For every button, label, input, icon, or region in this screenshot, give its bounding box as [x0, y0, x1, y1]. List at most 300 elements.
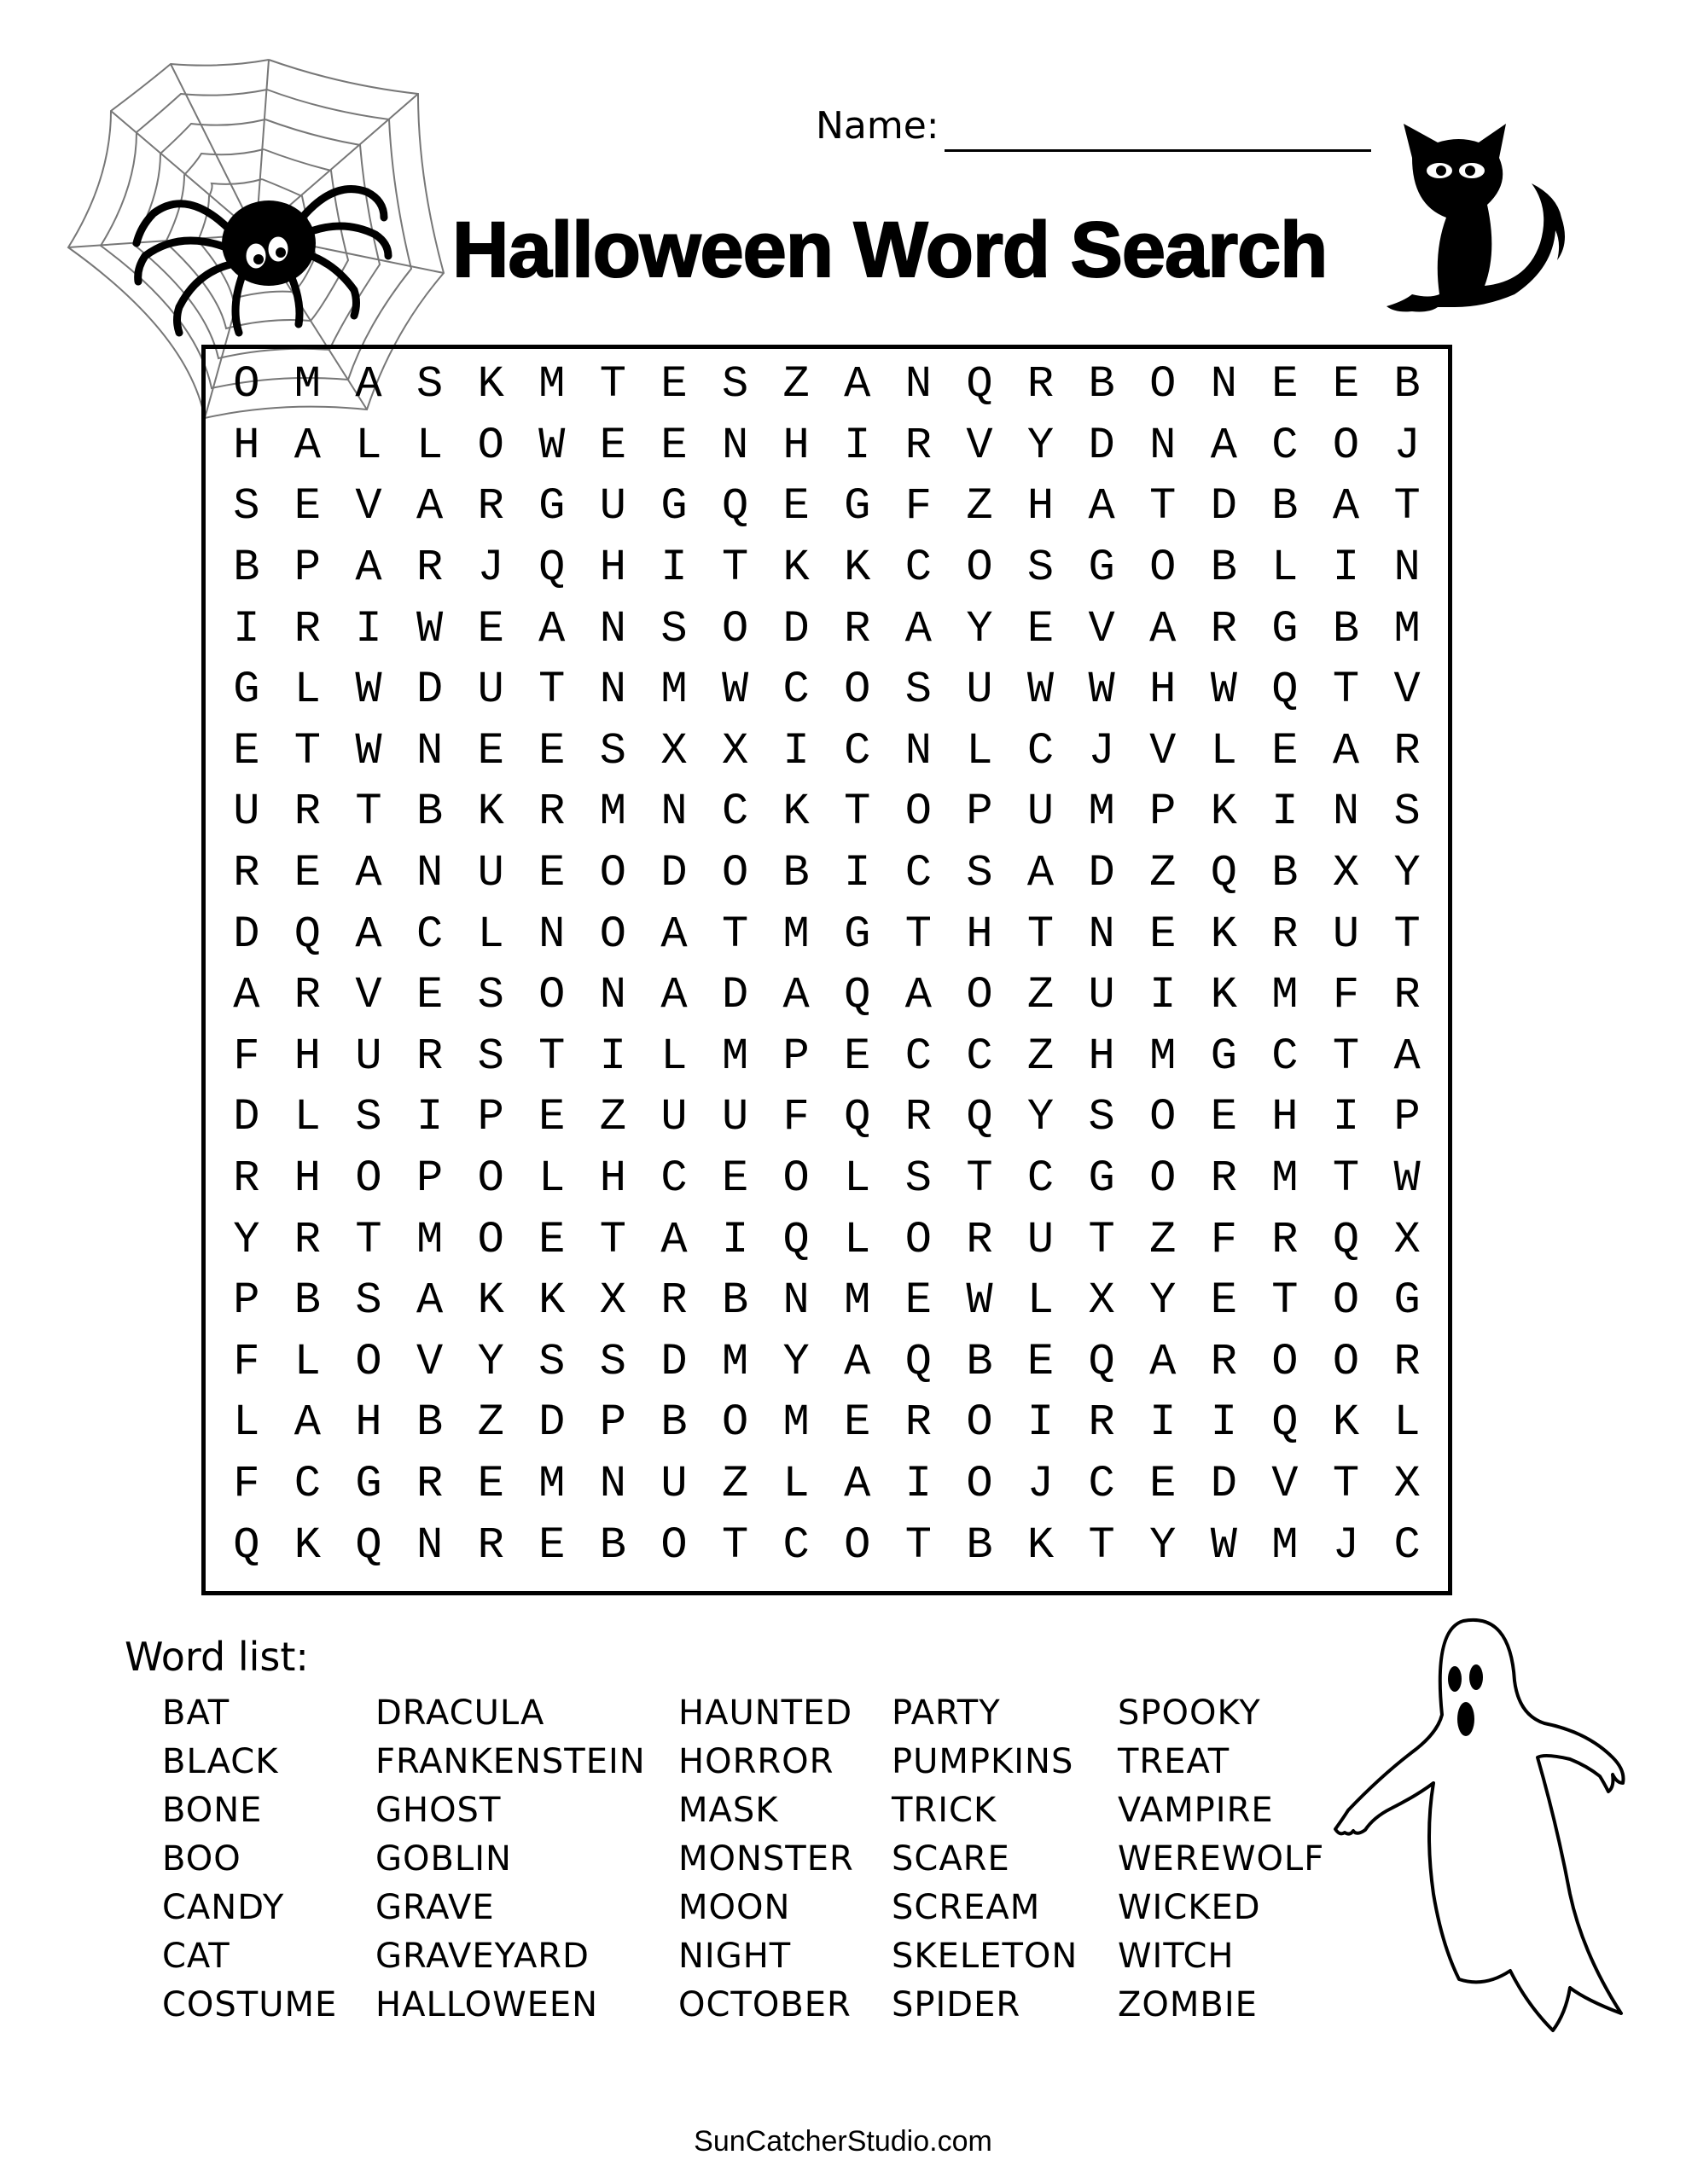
grid-letter[interactable]: B [966, 1519, 993, 1571]
grid-letter[interactable]: H [294, 1031, 321, 1082]
grid-letter[interactable]: W [355, 665, 382, 716]
grid-letter[interactable]: V [1149, 725, 1177, 776]
grid-letter[interactable]: E [416, 970, 444, 1021]
grid-letter[interactable]: O [477, 1214, 504, 1265]
grid-letter[interactable]: F [1332, 970, 1360, 1021]
grid-letter[interactable]: X [1088, 1275, 1115, 1327]
grid-letter[interactable]: D [660, 1336, 688, 1387]
grid-letter[interactable]: N [599, 970, 626, 1021]
grid-letter[interactable]: A [355, 848, 382, 899]
grid-letter[interactable]: E [294, 481, 321, 532]
grid-letter[interactable]: V [1271, 1458, 1299, 1509]
grid-letter[interactable]: F [782, 1092, 810, 1143]
grid-letter[interactable]: X [721, 725, 749, 776]
grid-letter[interactable]: O [1271, 1336, 1299, 1387]
grid-letter[interactable]: W [355, 725, 382, 776]
grid-letter[interactable]: Q [966, 359, 993, 410]
grid-letter[interactable]: H [355, 1397, 382, 1449]
grid-letter[interactable]: O [844, 665, 871, 716]
grid-letter[interactable]: N [416, 1519, 444, 1571]
grid-letter[interactable]: H [233, 420, 260, 471]
grid-letter[interactable]: O [477, 1153, 504, 1205]
grid-letter[interactable]: E [782, 481, 810, 532]
grid-letter[interactable]: X [1393, 1458, 1421, 1509]
grid-letter[interactable]: O [721, 1397, 749, 1449]
grid-letter[interactable]: B [1393, 359, 1421, 410]
grid-letter[interactable]: X [599, 1275, 626, 1327]
grid-letter[interactable]: S [1088, 1092, 1115, 1143]
grid-letter[interactable]: E [844, 1031, 871, 1082]
grid-letter[interactable]: I [1149, 1397, 1177, 1449]
grid-letter[interactable]: L [416, 420, 444, 471]
grid-letter[interactable]: S [599, 725, 626, 776]
grid-letter[interactable]: O [599, 848, 626, 899]
grid-letter[interactable]: T [721, 1519, 749, 1571]
grid-letter[interactable]: L [660, 1031, 688, 1082]
grid-letter[interactable]: R [416, 1031, 444, 1082]
grid-letter[interactable]: F [1210, 1214, 1237, 1265]
grid-letter[interactable]: G [1088, 543, 1115, 594]
grid-letter[interactable]: O [904, 787, 932, 838]
grid-letter[interactable]: W [1210, 1519, 1237, 1571]
grid-letter[interactable]: U [1026, 787, 1055, 838]
grid-letter[interactable]: G [1088, 1153, 1115, 1205]
grid-letter[interactable]: W [1088, 665, 1115, 716]
grid-letter[interactable]: I [660, 543, 688, 594]
grid-letter[interactable]: E [477, 1458, 504, 1509]
grid-letter[interactable]: Q [1271, 665, 1299, 716]
grid-letter[interactable]: T [844, 787, 871, 838]
grid-letter[interactable]: B [416, 1397, 444, 1449]
grid-letter[interactable]: E [1026, 1336, 1055, 1387]
grid-letter[interactable]: U [477, 665, 504, 716]
grid-letter[interactable]: O [660, 1519, 688, 1571]
grid-letter[interactable]: T [538, 1031, 566, 1082]
grid-letter[interactable]: O [1149, 1153, 1177, 1205]
grid-letter[interactable]: N [538, 909, 566, 960]
grid-letter[interactable]: A [233, 970, 260, 1021]
grid-letter[interactable]: I [721, 1214, 749, 1265]
grid-letter[interactable]: M [599, 787, 626, 838]
grid-letter[interactable]: Q [233, 1519, 260, 1571]
grid-letter[interactable]: E [660, 359, 688, 410]
grid-letter[interactable]: C [1271, 1031, 1299, 1082]
grid-letter[interactable]: Q [844, 1092, 871, 1143]
grid-letter[interactable]: M [1393, 603, 1421, 654]
grid-letter[interactable]: O [1332, 1336, 1360, 1387]
grid-letter[interactable]: R [1393, 725, 1421, 776]
grid-letter[interactable]: N [782, 1275, 810, 1327]
grid-letter[interactable]: R [538, 787, 566, 838]
grid-letter[interactable]: D [660, 848, 688, 899]
grid-letter[interactable]: Y [477, 1336, 504, 1387]
grid-letter[interactable]: H [294, 1153, 321, 1205]
grid-letter[interactable]: K [477, 1275, 504, 1327]
grid-letter[interactable]: M [538, 1458, 566, 1509]
grid-letter[interactable]: D [1088, 420, 1115, 471]
grid-letter[interactable]: V [355, 481, 382, 532]
grid-letter[interactable]: Z [599, 1092, 626, 1143]
grid-letter[interactable]: P [966, 787, 993, 838]
grid-letter[interactable]: T [1149, 481, 1177, 532]
grid-letter[interactable]: T [721, 909, 749, 960]
grid-letter[interactable]: I [355, 603, 382, 654]
grid-letter[interactable]: A [844, 1458, 871, 1509]
grid-letter[interactable]: T [1332, 1031, 1360, 1082]
grid-letter[interactable]: Q [294, 909, 321, 960]
grid-letter[interactable]: L [294, 665, 321, 716]
grid-letter[interactable]: G [1210, 1031, 1237, 1082]
grid-letter[interactable]: N [904, 725, 932, 776]
grid-letter[interactable]: D [1088, 848, 1115, 899]
grid-letter[interactable]: C [844, 725, 871, 776]
grid-letter[interactable]: N [416, 725, 444, 776]
grid-letter[interactable]: H [1088, 1031, 1115, 1082]
grid-letter[interactable]: T [1393, 909, 1421, 960]
grid-letter[interactable]: N [1088, 909, 1115, 960]
grid-letter[interactable]: C [1088, 1458, 1115, 1509]
grid-letter[interactable]: O [966, 543, 993, 594]
grid-letter[interactable]: N [1210, 359, 1237, 410]
grid-letter[interactable]: U [1026, 1214, 1055, 1265]
grid-letter[interactable]: E [477, 603, 504, 654]
grid-letter[interactable]: A [1332, 725, 1360, 776]
grid-letter[interactable]: M [294, 359, 321, 410]
grid-letter[interactable]: R [1210, 603, 1237, 654]
grid-letter[interactable]: O [1149, 543, 1177, 594]
grid-letter[interactable]: A [416, 1275, 444, 1327]
grid-letter[interactable]: E [538, 725, 566, 776]
grid-letter[interactable]: M [416, 1214, 444, 1265]
grid-letter[interactable]: M [782, 1397, 810, 1449]
grid-letter[interactable]: K [538, 1275, 566, 1327]
grid-letter[interactable]: L [782, 1458, 810, 1509]
grid-letter[interactable]: B [1271, 848, 1299, 899]
grid-letter[interactable]: S [599, 1336, 626, 1387]
grid-letter[interactable]: R [1271, 909, 1299, 960]
grid-letter[interactable]: I [416, 1092, 444, 1143]
grid-letter[interactable]: Q [1088, 1336, 1115, 1387]
grid-letter[interactable]: H [1026, 481, 1055, 532]
grid-letter[interactable]: X [1332, 848, 1360, 899]
grid-letter[interactable]: Y [1026, 1092, 1055, 1143]
grid-letter[interactable]: A [355, 909, 382, 960]
grid-letter[interactable]: L [844, 1153, 871, 1205]
grid-letter[interactable]: P [294, 543, 321, 594]
grid-letter[interactable]: P [477, 1092, 504, 1143]
grid-letter[interactable]: C [966, 1031, 993, 1082]
grid-letter[interactable]: B [721, 1275, 749, 1327]
grid-letter[interactable]: H [782, 420, 810, 471]
grid-letter[interactable]: R [233, 848, 260, 899]
grid-letter[interactable]: M [844, 1275, 871, 1327]
grid-letter[interactable]: L [294, 1336, 321, 1387]
grid-letter[interactable]: S [477, 1031, 504, 1082]
grid-letter[interactable]: O [355, 1153, 382, 1205]
grid-letter[interactable]: C [904, 1031, 932, 1082]
grid-letter[interactable]: R [660, 1275, 688, 1327]
grid-letter[interactable]: O [721, 848, 749, 899]
grid-letter[interactable]: L [1393, 1397, 1421, 1449]
grid-letter[interactable]: Q [966, 1092, 993, 1143]
grid-letter[interactable]: I [233, 603, 260, 654]
grid-letter[interactable]: R [294, 787, 321, 838]
grid-letter[interactable]: B [599, 1519, 626, 1571]
grid-letter[interactable]: D [1210, 1458, 1237, 1509]
grid-letter[interactable]: S [416, 359, 444, 410]
grid-letter[interactable]: A [1393, 1031, 1421, 1082]
grid-letter[interactable]: C [294, 1458, 321, 1509]
grid-letter[interactable]: E [660, 420, 688, 471]
grid-letter[interactable]: S [1026, 543, 1055, 594]
grid-letter[interactable]: G [1271, 603, 1299, 654]
grid-letter[interactable]: N [1149, 420, 1177, 471]
grid-letter[interactable]: T [294, 725, 321, 776]
grid-letter[interactable]: T [355, 1214, 382, 1265]
grid-letter[interactable]: D [538, 1397, 566, 1449]
grid-letter[interactable]: I [1271, 787, 1299, 838]
grid-letter[interactable]: C [1271, 420, 1299, 471]
grid-letter[interactable]: E [904, 1275, 932, 1327]
grid-letter[interactable]: L [1026, 1275, 1055, 1327]
grid-letter[interactable]: E [294, 848, 321, 899]
grid-letter[interactable]: Y [233, 1214, 260, 1265]
grid-letter[interactable]: R [233, 1153, 260, 1205]
grid-letter[interactable]: B [1271, 481, 1299, 532]
grid-letter[interactable]: R [904, 1092, 932, 1143]
grid-letter[interactable]: O [966, 1458, 993, 1509]
name-field[interactable] [816, 101, 1371, 152]
grid-letter[interactable]: K [844, 543, 871, 594]
grid-letter[interactable]: E [1210, 1092, 1237, 1143]
grid-letter[interactable]: R [1210, 1153, 1237, 1205]
grid-letter[interactable]: R [1026, 359, 1055, 410]
grid-letter[interactable]: Q [844, 970, 871, 1021]
grid-letter[interactable]: H [599, 543, 626, 594]
grid-letter[interactable]: A [844, 1336, 871, 1387]
grid-letter[interactable]: Z [477, 1397, 504, 1449]
grid-letter[interactable]: Y [1393, 848, 1421, 899]
grid-letter[interactable]: B [966, 1336, 993, 1387]
grid-letter[interactable]: C [721, 787, 749, 838]
grid-letter[interactable]: W [1210, 665, 1237, 716]
name-line[interactable] [945, 108, 1371, 152]
grid-letter[interactable]: B [1210, 543, 1237, 594]
grid-letter[interactable]: B [416, 787, 444, 838]
grid-letter[interactable]: Y [1149, 1275, 1177, 1327]
grid-letter[interactable]: F [233, 1458, 260, 1509]
grid-letter[interactable]: M [1149, 1031, 1177, 1082]
grid-letter[interactable]: E [538, 1214, 566, 1265]
grid-letter[interactable]: E [477, 725, 504, 776]
grid-letter[interactable]: A [294, 420, 321, 471]
grid-letter[interactable]: F [904, 481, 932, 532]
grid-letter[interactable]: K [1332, 1397, 1360, 1449]
grid-letter[interactable]: M [1271, 1519, 1299, 1571]
grid-letter[interactable]: H [966, 909, 993, 960]
grid-letter[interactable]: Q [721, 481, 749, 532]
grid-letter[interactable]: N [1393, 543, 1421, 594]
grid-letter[interactable]: L [966, 725, 993, 776]
grid-letter[interactable]: D [721, 970, 749, 1021]
grid-letter[interactable]: T [721, 543, 749, 594]
grid-letter[interactable]: Y [966, 603, 993, 654]
grid-letter[interactable]: Y [1149, 1519, 1177, 1571]
grid-letter[interactable]: A [355, 543, 382, 594]
grid-letter[interactable]: K [1210, 787, 1237, 838]
grid-letter[interactable]: U [1332, 909, 1360, 960]
grid-letter[interactable]: A [1149, 603, 1177, 654]
grid-letter[interactable]: C [1393, 1519, 1421, 1571]
grid-letter[interactable]: I [844, 848, 871, 899]
grid-letter[interactable]: Z [1026, 1031, 1055, 1082]
grid-letter[interactable]: Z [721, 1458, 749, 1509]
grid-letter[interactable]: K [477, 359, 504, 410]
grid-letter[interactable]: J [1026, 1458, 1055, 1509]
grid-letter[interactable]: O [966, 970, 993, 1021]
grid-letter[interactable]: S [355, 1092, 382, 1143]
grid-letter[interactable]: S [904, 665, 932, 716]
grid-letter[interactable]: O [599, 909, 626, 960]
grid-letter[interactable]: M [538, 359, 566, 410]
grid-letter[interactable]: Z [1149, 848, 1177, 899]
grid-letter[interactable]: C [782, 665, 810, 716]
grid-letter[interactable]: M [782, 909, 810, 960]
grid-letter[interactable]: T [1393, 481, 1421, 532]
grid-letter[interactable]: L [844, 1214, 871, 1265]
grid-letter[interactable]: T [599, 1214, 626, 1265]
grid-letter[interactable]: U [1088, 970, 1115, 1021]
grid-letter[interactable]: E [1210, 1275, 1237, 1327]
grid-letter[interactable]: O [966, 1397, 993, 1449]
grid-letter[interactable]: U [233, 787, 260, 838]
grid-letter[interactable]: R [294, 970, 321, 1021]
grid-letter[interactable]: W [966, 1275, 993, 1327]
grid-letter[interactable]: B [1088, 359, 1115, 410]
grid-letter[interactable]: A [416, 481, 444, 532]
grid-letter[interactable]: T [1026, 909, 1055, 960]
grid-letter[interactable]: A [1088, 481, 1115, 532]
grid-letter[interactable]: C [782, 1519, 810, 1571]
grid-letter[interactable]: A [660, 1214, 688, 1265]
grid-letter[interactable]: U [355, 1031, 382, 1082]
grid-letter[interactable]: S [355, 1275, 382, 1327]
grid-letter[interactable]: S [538, 1336, 566, 1387]
grid-letter[interactable]: C [904, 848, 932, 899]
grid-letter[interactable]: S [477, 970, 504, 1021]
grid-letter[interactable]: C [660, 1153, 688, 1205]
grid-letter[interactable]: A [660, 970, 688, 1021]
grid-letter[interactable]: T [1088, 1519, 1115, 1571]
grid-letter[interactable]: E [538, 848, 566, 899]
grid-letter[interactable]: A [904, 603, 932, 654]
grid-letter[interactable]: D [416, 665, 444, 716]
grid-letter[interactable]: R [1393, 1336, 1421, 1387]
grid-letter[interactable]: R [477, 1519, 504, 1571]
grid-letter[interactable]: M [721, 1031, 749, 1082]
grid-letter[interactable]: T [1332, 1458, 1360, 1509]
grid-letter[interactable]: T [904, 1519, 932, 1571]
grid-letter[interactable]: A [844, 359, 871, 410]
grid-letter[interactable]: E [1026, 603, 1055, 654]
grid-letter[interactable]: I [904, 1458, 932, 1509]
grid-letter[interactable]: V [355, 970, 382, 1021]
grid-letter[interactable]: Q [904, 1336, 932, 1387]
grid-letter[interactable]: C [1026, 725, 1055, 776]
grid-letter[interactable]: O [1149, 1092, 1177, 1143]
grid-letter[interactable]: L [477, 909, 504, 960]
grid-letter[interactable]: A [1149, 1336, 1177, 1387]
grid-letter[interactable]: K [1210, 909, 1237, 960]
grid-letter[interactable]: B [660, 1397, 688, 1449]
grid-letter[interactable]: E [538, 1092, 566, 1143]
grid-letter[interactable]: O [233, 359, 260, 410]
grid-letter[interactable]: O [721, 603, 749, 654]
grid-letter[interactable]: A [294, 1397, 321, 1449]
grid-letter[interactable]: L [355, 420, 382, 471]
grid-letter[interactable]: R [294, 603, 321, 654]
grid-letter[interactable]: D [782, 603, 810, 654]
grid-letter[interactable]: E [599, 420, 626, 471]
grid-letter[interactable]: A [355, 359, 382, 410]
grid-letter[interactable]: B [233, 543, 260, 594]
grid-letter[interactable]: P [599, 1397, 626, 1449]
grid-letter[interactable]: U [660, 1458, 688, 1509]
grid-letter[interactable]: T [538, 665, 566, 716]
grid-letter[interactable]: P [233, 1275, 260, 1327]
grid-letter[interactable]: K [1210, 970, 1237, 1021]
grid-letter[interactable]: O [844, 1519, 871, 1571]
grid-letter[interactable]: I [1210, 1397, 1237, 1449]
grid-letter[interactable]: T [904, 909, 932, 960]
grid-letter[interactable]: W [1026, 665, 1055, 716]
grid-letter[interactable]: C [416, 909, 444, 960]
grid-letter[interactable]: R [294, 1214, 321, 1265]
grid-letter[interactable]: X [1393, 1214, 1421, 1265]
grid-letter[interactable]: Q [782, 1214, 810, 1265]
grid-letter[interactable]: L [538, 1153, 566, 1205]
grid-letter[interactable]: R [1271, 1214, 1299, 1265]
grid-letter[interactable]: G [233, 665, 260, 716]
grid-letter[interactable]: J [477, 543, 504, 594]
grid-letter[interactable]: E [1332, 359, 1360, 410]
grid-letter[interactable]: W [1393, 1153, 1421, 1205]
grid-letter[interactable]: N [721, 420, 749, 471]
grid-letter[interactable]: Q [538, 543, 566, 594]
grid-letter[interactable]: P [782, 1031, 810, 1082]
grid-letter[interactable]: O [538, 970, 566, 1021]
grid-letter[interactable]: C [904, 543, 932, 594]
grid-letter[interactable]: L [1210, 725, 1237, 776]
grid-letter[interactable]: R [1088, 1397, 1115, 1449]
grid-letter[interactable]: Q [1210, 848, 1237, 899]
grid-letter[interactable]: M [660, 665, 688, 716]
grid-letter[interactable]: Z [966, 481, 993, 532]
grid-letter[interactable]: S [966, 848, 993, 899]
grid-letter[interactable]: T [1332, 665, 1360, 716]
grid-letter[interactable]: O [1332, 1275, 1360, 1327]
grid-letter[interactable]: T [966, 1153, 993, 1205]
grid-letter[interactable]: R [966, 1214, 993, 1265]
grid-letter[interactable]: A [1332, 481, 1360, 532]
grid-letter[interactable]: B [782, 848, 810, 899]
grid-letter[interactable]: T [355, 787, 382, 838]
grid-letter[interactable]: A [904, 970, 932, 1021]
grid-letter[interactable]: U [966, 665, 993, 716]
grid-letter[interactable]: Q [1271, 1397, 1299, 1449]
grid-letter[interactable]: J [1393, 420, 1421, 471]
grid-letter[interactable]: H [1271, 1092, 1299, 1143]
